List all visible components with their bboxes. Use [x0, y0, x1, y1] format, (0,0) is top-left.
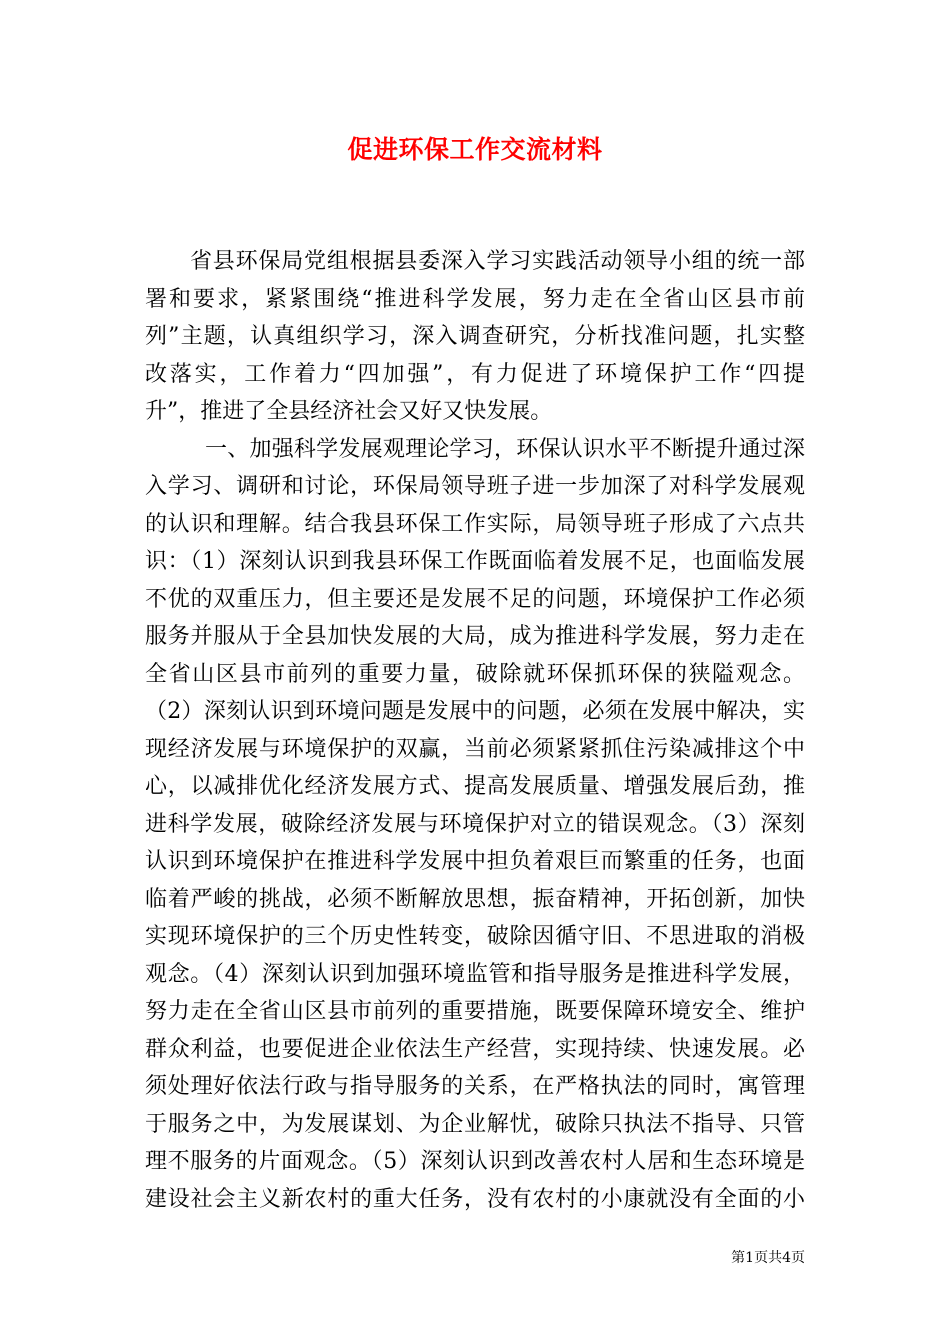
text-line: 观念。（4）深刻认识到加强环境监管和指导服务是推进科学发展， [145, 961, 805, 987]
text-line: （2）深刻认识到环境问题是发展中的问题，必须在发展中解决，实 [145, 699, 805, 724]
section-heading-line: 一、加强科学发展观理论学习，环保认识水平不断提升通过深 [205, 436, 805, 462]
page-number-footer: 第1页共4页 [731, 1250, 805, 1266]
text-line: 于服务之中，为发展谋划、为企业解忧，破除只执法不指导、只管 [145, 1111, 805, 1137]
text-line: 改落实，工作着力“四加强”，有力促进了环境保护工作“四提 [145, 361, 805, 387]
paragraph-section-1 [145, 431, 805, 1219]
paragraph-intro [145, 243, 805, 431]
text-line: 全省山区县市前列的重要力量，破除就环保抓环保的狭隘观念。 [145, 661, 805, 687]
text-line: 不优的双重压力，但主要还是发展不足的问题，环境保护工作必须 [145, 586, 805, 612]
text-line: 入学习、调研和讨论，环保局领导班子进一步加深了对科学发展观 [145, 474, 805, 499]
text-line: 临着严峻的挑战，必须不断解放思想，振奋精神，开拓创新，加快 [145, 886, 805, 912]
text-line: 服务并服从于全县加快发展的大局，成为推进科学发展，努力走在 [145, 624, 805, 649]
text-line: 升”，推进了全县经济社会又好又快发展。 [145, 399, 553, 424]
text-line: 须处理好依法行政与指导服务的关系，在严格执法的同时，寓管理 [145, 1074, 805, 1099]
text-line: 识：（1）深刻认识到我县环保工作既面临着发展不足，也面临发展 [145, 549, 805, 574]
text-line: 现经济发展与环境保护的双赢，当前必须紧紧抓住污染减排这个中 [145, 736, 805, 762]
text-line: 理不服务的片面观念。（5）深刻认识到改善农村人居和生态环境是 [145, 1149, 805, 1174]
text-line: 努力走在全省山区县市前列的重要措施，既要保障环境安全、维护 [145, 999, 805, 1024]
document-title: 促进环保工作交流材料 [347, 135, 603, 164]
text-line: 建设社会主义新农村的重大任务，没有农村的小康就没有全面的小 [145, 1186, 805, 1212]
text-line: 进科学发展，破除经济发展与环境保护对立的错误观念。（3）深刻 [145, 811, 805, 837]
text-line: 列”主题，认真组织学习，深入调查研究，分析找准问题，扎实整 [145, 324, 805, 349]
document-body [145, 243, 805, 1218]
text-line: 实现环境保护的三个历史性转变，破除因循守旧、不思进取的消极 [145, 924, 805, 949]
text-line: 署和要求，紧紧围绕“推进科学发展，努力走在全省山区县市前 [145, 286, 805, 312]
text-line: 的认识和理解。结合我县环保工作实际，局领导班子形成了六点共 [145, 511, 805, 537]
text-line: 认识到环境保护在推进科学发展中担负着艰巨而繁重的任务，也面 [145, 849, 805, 874]
text-line: 省县环保局党组根据县委深入学习实践活动领导小组的统一部 [190, 249, 805, 274]
text-line: 群众利益，也要促进企业依法生产经营，实现持续、快速发展。必 [145, 1036, 805, 1062]
text-line: 心，以减排优化经济发展方式、提高发展质量、增强发展后劲，推 [145, 774, 805, 799]
